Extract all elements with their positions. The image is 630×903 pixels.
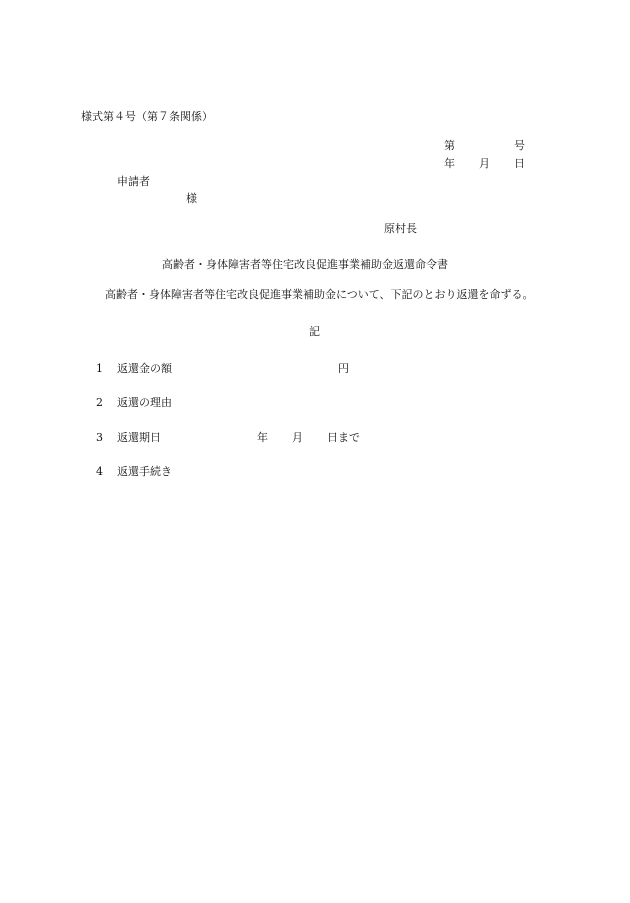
date-year: 年 bbox=[444, 157, 455, 170]
ki-label: 記 bbox=[309, 325, 320, 338]
item-label: 返還の理由 bbox=[117, 396, 172, 409]
doc-number-suffix: 号 bbox=[514, 139, 525, 152]
item-label: 返還期日 bbox=[117, 431, 161, 444]
form-number: 様式第４号（第７条関係） bbox=[81, 110, 213, 123]
applicant-label: 申請者 bbox=[117, 175, 150, 188]
item-number: 1 bbox=[96, 362, 103, 375]
body-text: 高齢者・身体障害者等住宅改良促進事業補助金について、下記のとおり返還を命ずる。 bbox=[105, 288, 534, 301]
item-number: 3 bbox=[96, 431, 103, 444]
item-label: 返還金の額 bbox=[117, 362, 172, 375]
deadline-year: 年 bbox=[257, 431, 268, 444]
yen-unit: 円 bbox=[338, 362, 349, 375]
date-month: 月 bbox=[479, 157, 490, 170]
item-number: 2 bbox=[96, 396, 103, 409]
document-title: 高齢者・身体障害者等住宅改良促進事業補助金返還命令書 bbox=[162, 258, 448, 271]
honorific: 様 bbox=[186, 192, 197, 205]
item-label: 返還手続き bbox=[117, 465, 172, 478]
deadline-until: 日まで bbox=[327, 431, 360, 444]
date-day: 日 bbox=[514, 157, 525, 170]
deadline-month: 月 bbox=[292, 431, 303, 444]
item-number: 4 bbox=[96, 465, 103, 478]
issuer: 原村長 bbox=[384, 222, 417, 235]
doc-number-prefix: 第 bbox=[444, 139, 455, 152]
